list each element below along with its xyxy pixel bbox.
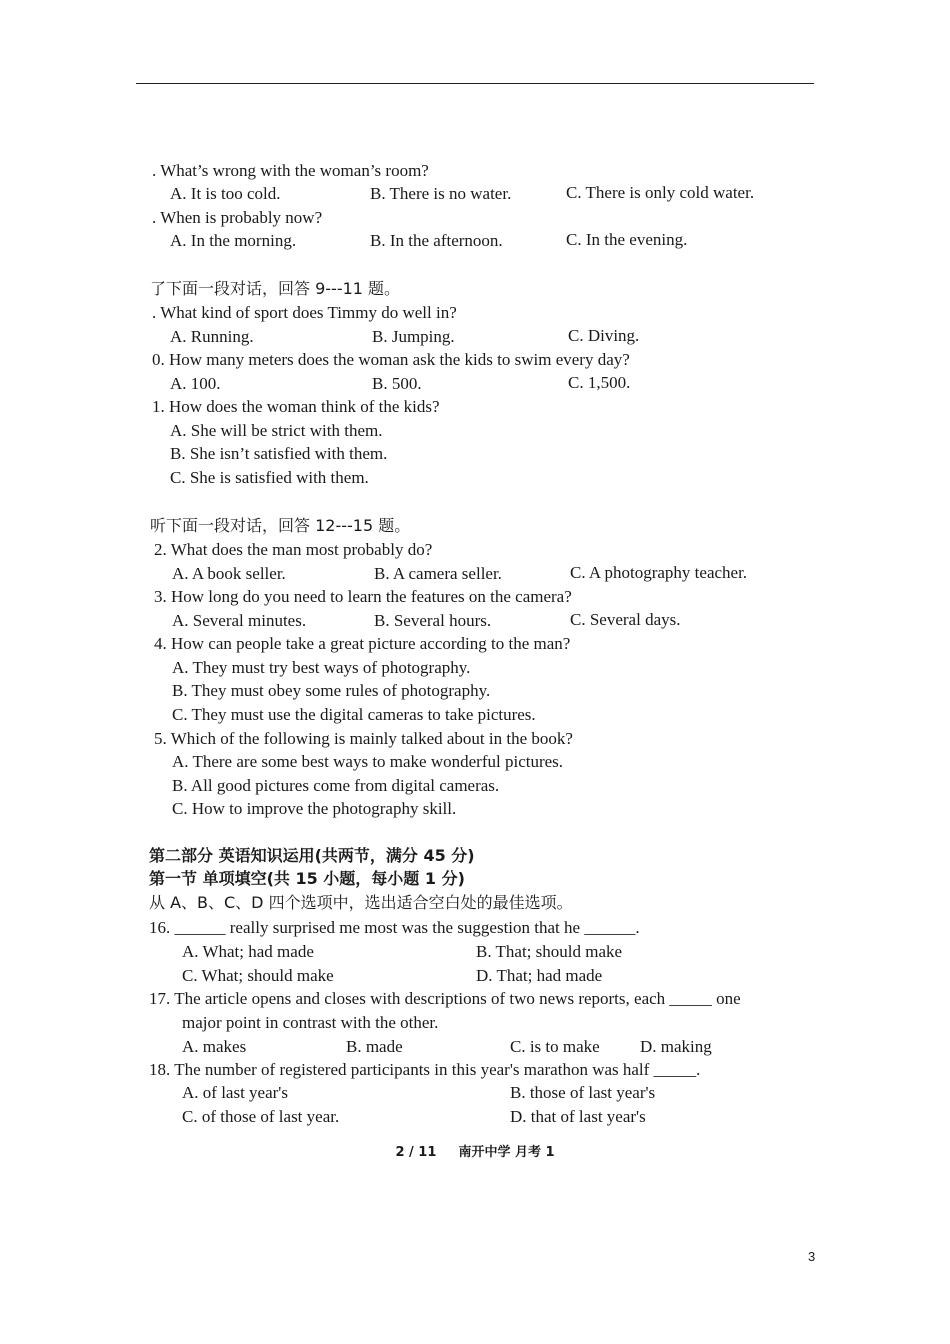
text-line: B. All good pictures come from digital cameras. (172, 776, 500, 795)
text-line: B. In the afternoon. (370, 231, 503, 250)
text-line: C. They must use the digital cameras to take pictures. (172, 705, 536, 724)
text-line: 1. How does the woman think of the kids? (152, 397, 440, 416)
text-line: A. makes (182, 1037, 247, 1056)
text-line: B. There is no water. (370, 184, 512, 203)
text-line: B. 500. (372, 374, 422, 393)
text-line: 从 A、B、C、D 四个选项中，选出适合空白处的最佳选项。 (149, 893, 573, 912)
text-line: 5. Which of the following is mainly talked about in the book? (154, 729, 573, 748)
text-line: B. That; should make (476, 942, 623, 961)
text-line: C. Diving. (568, 326, 640, 345)
text-line: 17. The article opens and closes with descriptions of two news reports, each _____ one (149, 989, 741, 1008)
text-line: A. of last year's (182, 1083, 288, 1102)
text-line: A. In the morning. (170, 231, 297, 250)
text-line: D. making (640, 1037, 712, 1056)
page-footer: 2 / 11 南开中学 月考 1 (395, 1145, 555, 1160)
text-line: 4. How can people take a great picture according to the man? (154, 634, 571, 653)
text-line: 16. ______ really surprised me most was the suggestion that he ______. (149, 918, 640, 937)
text-line: A. 100. (170, 374, 221, 393)
text-line: B. Several hours. (374, 611, 492, 630)
text-line: A. It is too cold. (170, 184, 281, 203)
text-line: 第一节 单项填空(共 15 小题，每小题 1 分) (149, 869, 465, 888)
text-line: C. of those of last year. (182, 1107, 340, 1126)
text-line: 3. How long do you need to learn the features on the camera? (154, 587, 572, 606)
text-line: . What kind of sport does Timmy do well in? (152, 303, 457, 322)
text-line: 听下面一段对话，回答 12---15 题。 (150, 516, 411, 535)
text-line: B. Jumping. (372, 327, 455, 346)
text-line: . When is probably now? (152, 208, 323, 227)
text-line: A. Several minutes. (172, 611, 307, 630)
text-line: A. They must try best ways of photography. (172, 658, 471, 677)
text-line: 18. The number of registered participants in this year's marathon was half _____. (149, 1060, 701, 1079)
text-line: C. How to improve the photography skill. (172, 799, 457, 818)
text-line: C. She is satisfied with them. (170, 468, 369, 487)
text-line: 2. What does the man most probably do? (154, 540, 433, 559)
text-line: 0. How many meters does the woman ask the kids to swim every day? (152, 350, 630, 369)
text-line: . What’s wrong with the woman’s room? (152, 161, 429, 180)
text-line: B. She isn’t satisfied with them. (170, 444, 388, 463)
text-line: B. those of last year's (510, 1083, 656, 1102)
text-line: C. There is only cold water. (566, 183, 755, 202)
text-line: B. They must obey some rules of photography. (172, 681, 491, 700)
page-number: 3 (808, 1249, 816, 1264)
text-line: A. Running. (170, 327, 254, 346)
text-line: A. What; had made (182, 942, 314, 961)
text-line: C. In the evening. (566, 230, 688, 249)
text-line: C. What; should make (182, 966, 334, 985)
text-line: B. A camera seller. (374, 564, 502, 583)
text-line: C. Several days. (570, 610, 681, 629)
header-rule (136, 83, 814, 84)
text-line: A. There are some best ways to make wonderful pictures. (172, 752, 564, 771)
text-line: C. is to make (510, 1037, 600, 1056)
text-line: major point in contrast with the other. (182, 1013, 439, 1032)
text-line: 第二部分 英语知识运用(共两节，满分 45 分) (149, 846, 475, 865)
text-line: B. made (346, 1037, 403, 1056)
text-line: D. that of last year's (510, 1107, 646, 1126)
text-line: C. 1,500. (568, 373, 631, 392)
text-line: D. That; had made (476, 966, 603, 985)
text-line: 了下面一段对话，回答 9---11 题。 (150, 279, 401, 298)
text-line: C. A photography teacher. (570, 563, 748, 582)
text-line: A. A book seller. (172, 564, 286, 583)
text-line: A. She will be strict with them. (170, 421, 383, 440)
